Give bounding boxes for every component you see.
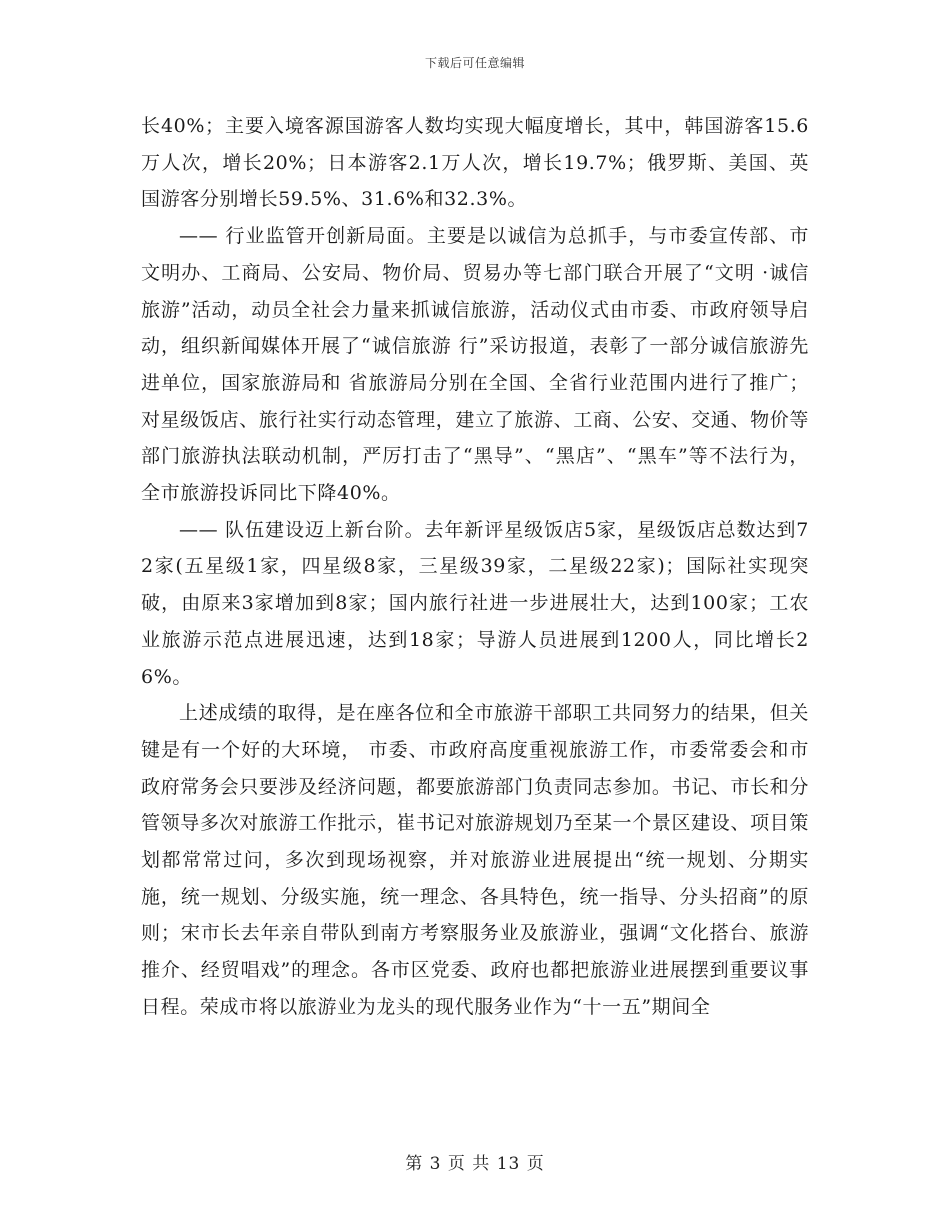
paragraph-3: —— 队伍建设迈上新台阶。去年新评星级饭店5家，星级饭店总数达到72家(五星级1家，四星级8家，三星级39家，二星级22家)；国际社实现突破，由原来3家增加到8家；国内旅行社进一步进展壮大，达到100家；工农业旅游示范点进展迅速，达到18家；导游人员进展到1200人，同比增长26%。 bbox=[141, 518, 809, 688]
paragraph-2: —— 行业监管开创新局面。主要是以诚信为总抓手，与市委宣传部、市文明办、工商局、公安局、物价局、贸易办等七部门联合开展了“文明 ·诚信旅游”活动，动员全社会力量来抓诚信旅游，活动仪式由市委、市政府领导启动，组织新闻媒体开展了“诚信旅游 行”采访报道，表彰了一部分诚信旅游先进单位，国家旅游局和 省旅游局分别在全国、全省行业范围内进行了推广；对星级饭店、旅行社实行动态管理，建立了旅游、工商、公安、交通、物价等部门旅游执法联动机制，严厉打击了“黑导”、“黑店”、“黑车”等不法行为，全市旅游投诉同比下降40%。 bbox=[141, 225, 809, 505]
page-header: 下载后可任意编辑 bbox=[424, 56, 525, 70]
page-footer: 第 3 页 共 13 页 bbox=[405, 1154, 545, 1174]
paragraph-4: 上述成绩的取得，是在座各位和全市旅游干部职工共同努力的结果，但关键是有一个好的大环境， 市委、市政府高度重视旅游工作，市委常委会和市政府常务会只要涉及经济问题，都要旅游部门负责同志参加。书记、市长和分管领导多次对旅游工作批示，崔书记对旅游规划乃至某一个景区建设、项目策划都常常过问，多次到现场视察，并对旅游业进展提出“统一规划、分期实施，统一规划、分级实施，统一理念、各具特色，统一指导、分头招商”的原则；宋市长去年亲自带队到南方考察服务业及旅游业，强调“文化搭台、旅游推介、经贸唱戏”的理念。各市区党委、政府也都把旅游业进展摆到重要议事日程。荣成市将以旅游业为龙头的现代服务业作为“十一五”期间全 bbox=[141, 702, 809, 1018]
paragraph-1: 长40%；主要入境客源国游客人数均实现大幅度增长，其中，韩国游客15.6万人次，增长20%；日本游客2.1万人次，增长19.7%；俄罗斯、美国、英国游客分别增长59.5%、31.6%和32.3%。 bbox=[141, 115, 809, 211]
body-content bbox=[141, 108, 809, 1026]
